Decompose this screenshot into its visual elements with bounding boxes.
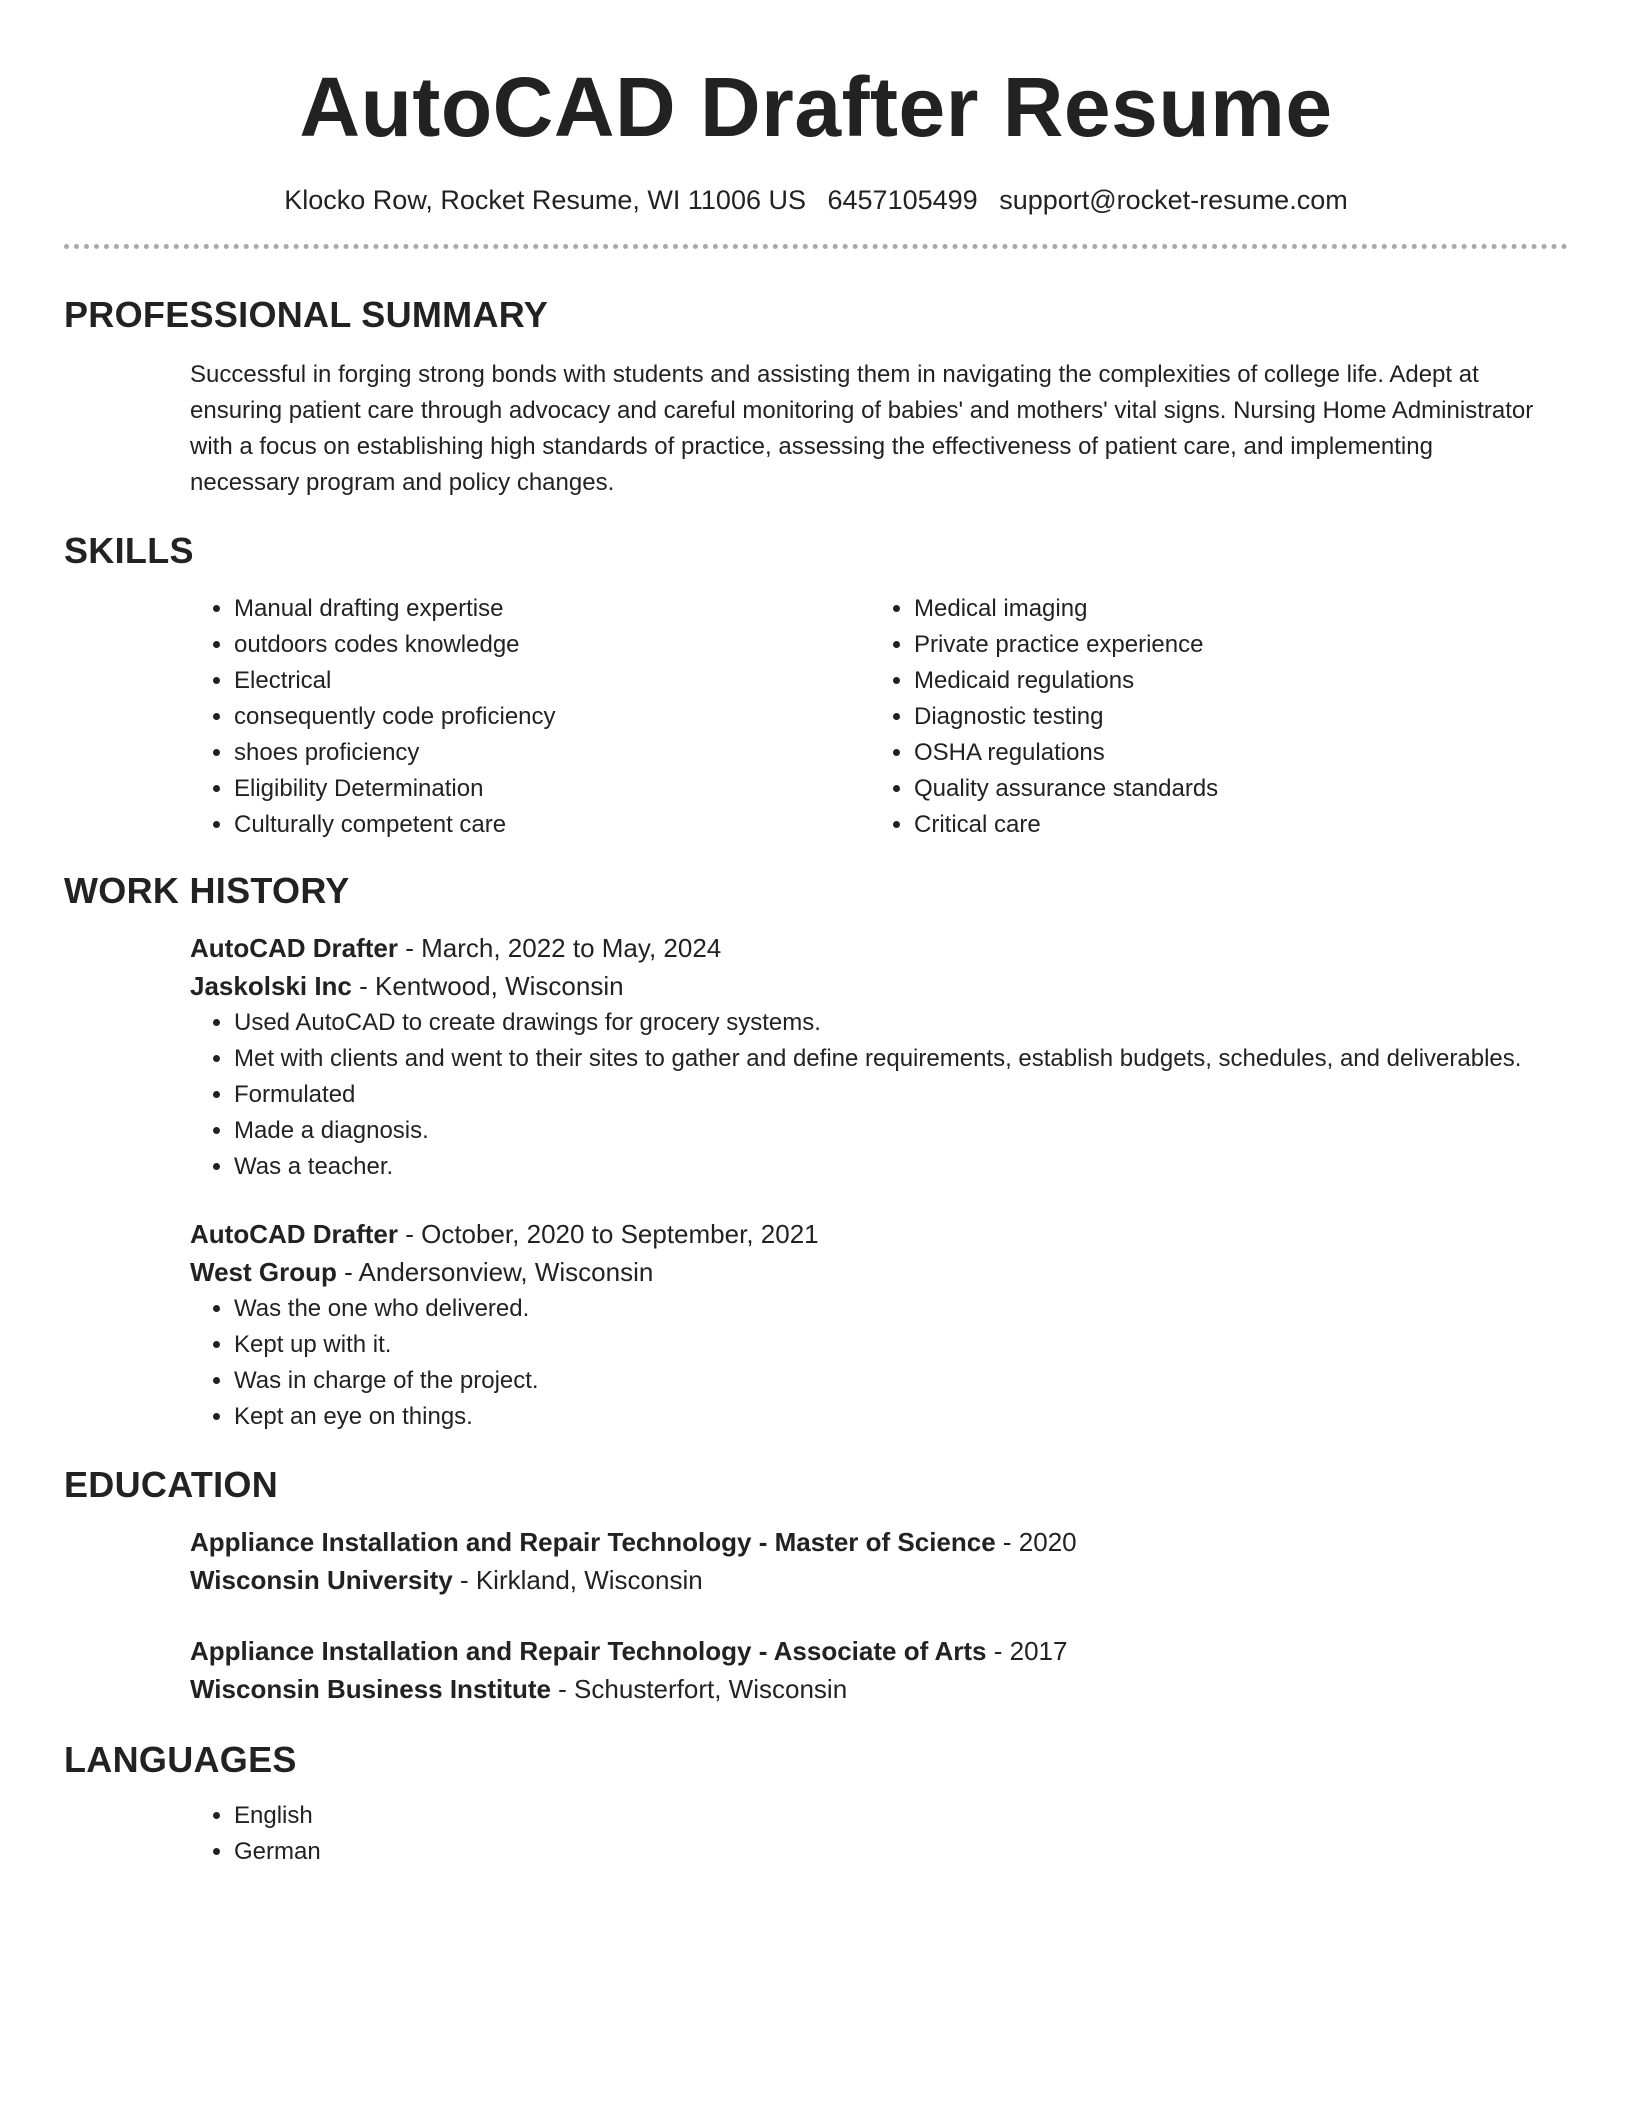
education-school: Wisconsin University [190, 1565, 453, 1595]
language-item: • English [234, 1798, 1568, 1834]
skill-item: • Medical imaging [914, 591, 1550, 627]
skill-item: • Critical care [914, 807, 1550, 843]
work-section [64, 869, 1568, 1435]
job-bullet: • Was in charge of the project. [234, 1363, 1568, 1399]
skills-section [64, 529, 1568, 843]
job-dates: - October, 2020 to September, 2021 [398, 1219, 819, 1249]
education-degree-line [190, 1632, 1568, 1670]
skills-heading: SKILLS [64, 530, 194, 571]
header-divider [64, 244, 1568, 249]
contact-email: support@rocket-resume.com [999, 185, 1348, 215]
skill-item: • shoes proficiency [234, 735, 870, 771]
job-bullet: • Made a diagnosis. [234, 1113, 1568, 1149]
job-title: AutoCAD Drafter [190, 1219, 398, 1249]
job-company-line [190, 1253, 1568, 1291]
languages-heading: LANGUAGES [64, 1739, 297, 1780]
skill-item: • Eligibility Determination [234, 771, 870, 807]
languages-list [190, 1798, 1568, 1870]
job-location: - Kentwood, Wisconsin [351, 971, 624, 1001]
job-bullet: • Kept an eye on things. [234, 1399, 1568, 1435]
job-title-line [190, 929, 1568, 967]
education-school-line [190, 1561, 1568, 1599]
skill-item: • Diagnostic testing [914, 699, 1550, 735]
education-year: - 2017 [986, 1636, 1068, 1666]
job-title-line [190, 1215, 1568, 1253]
job-entry [190, 1215, 1568, 1435]
job-entry [190, 929, 1568, 1185]
skill-item: • Electrical [234, 663, 870, 699]
education-entry [190, 1632, 1568, 1708]
summary-heading: PROFESSIONAL SUMMARY [64, 294, 549, 335]
education-section [64, 1463, 1568, 1708]
job-bullet: • Was a teacher. [234, 1149, 1568, 1185]
education-degree: Appliance Installation and Repair Technology - Master of Science [190, 1527, 996, 1557]
skills-list-right [870, 591, 1550, 843]
skill-item: • outdoors codes knowledge [234, 627, 870, 663]
job-company: West Group [190, 1257, 337, 1287]
job-title: AutoCAD Drafter [190, 933, 398, 963]
summary-text: Successful in forging strong bonds with students and assisting them in navigating the complexities of college life. Adept at ensuring patient care through advocacy and careful monitoring of babies' and mothers' vital signs. Nursing Home Administrator with a focus on establishing high standards of practice, assessing the effectiveness of patient care, and implementing necessary program and policy changes. [190, 361, 1534, 496]
education-heading: EDUCATION [64, 1464, 279, 1505]
skill-item: • Culturally competent care [234, 807, 870, 843]
skill-item: • consequently code proficiency [234, 699, 870, 735]
job-bullet: • Was the one who delivered. [234, 1291, 1568, 1327]
skill-item: • Quality assurance standards [914, 771, 1550, 807]
job-location: - Andersonview, Wisconsin [336, 1257, 654, 1287]
skills-column-right [870, 591, 1550, 843]
skills-list-left [190, 591, 870, 843]
job-bullet: • Met with clients and went to their sites to gather and define requirements, establish budgets, schedules, and deliverables. [234, 1041, 1568, 1077]
work-heading: WORK HISTORY [64, 870, 350, 911]
education-degree: Appliance Installation and Repair Technology - Associate of Arts [190, 1636, 987, 1666]
job-company-line [190, 967, 1568, 1005]
skill-item: • Manual drafting expertise [234, 591, 870, 627]
languages-section [64, 1738, 1568, 1870]
education-year: - 2020 [995, 1527, 1077, 1557]
job-bullet: • Kept up with it. [234, 1327, 1568, 1363]
skill-item: • Private practice experience [914, 627, 1550, 663]
language-item: • German [234, 1834, 1568, 1870]
education-location: - Kirkland, Wisconsin [452, 1565, 703, 1595]
education-degree-line [190, 1523, 1568, 1561]
education-location: - Schusterfort, Wisconsin [550, 1674, 848, 1704]
education-entry [190, 1523, 1568, 1599]
education-school: Wisconsin Business Institute [190, 1674, 551, 1704]
skills-grid [190, 591, 1568, 843]
education-school-line [190, 1670, 1568, 1708]
job-bullets [190, 1005, 1568, 1185]
job-bullet: • Used AutoCAD to create drawings for grocery systems. [234, 1005, 1568, 1041]
contact-line [64, 182, 1568, 218]
job-bullet: • Formulated [234, 1077, 1568, 1113]
job-bullets [190, 1291, 1568, 1435]
contact-phone: 6457105499 [827, 185, 978, 215]
resume-title: AutoCAD Drafter Resume [299, 60, 1333, 154]
skill-item: • Medicaid regulations [914, 663, 1550, 699]
skill-item: • OSHA regulations [914, 735, 1550, 771]
contact-address: Klocko Row, Rocket Resume, WI 11006 US [284, 185, 806, 215]
skills-column-left [190, 591, 870, 843]
job-company: Jaskolski Inc [190, 971, 352, 1001]
resume-page [64, 0, 1568, 1870]
summary-section [64, 293, 1568, 501]
job-dates: - March, 2022 to May, 2024 [398, 933, 722, 963]
